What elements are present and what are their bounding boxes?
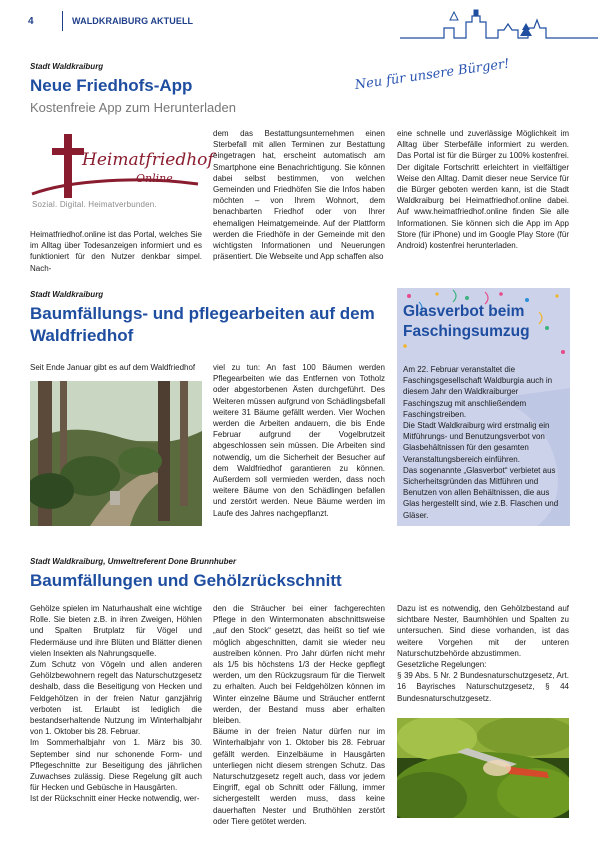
article-subtitle: Kostenfreie App zum Herunterladen	[30, 100, 236, 115]
article-column	[397, 128, 569, 251]
paragraph: Dazu ist es notwendig, den Gehölzbestand auf sichtbare Nester, Baumhöhlen und Spalten zu untersuchen. Sind diese vorhanden, ist das weitere Vorgehen mit der unteren Naturschutzbehörde abzustimmen.	[397, 604, 569, 658]
page-number: 4	[28, 16, 34, 27]
section-name: WALDKRAIBURG AKTUELL	[72, 16, 194, 26]
paragraph: eine schnelle und zuverlässige Möglichkeit im Alltag über Sterbefälle informiert zu werden. Das Portal ist für die Bürger zu 100% kostenfrei. Der digitale Fortschritt erleichtert in vielfältiger Weise den Alltag. Damit dieser neue Service für die Bürger geboten werden kann, ist die Stadt Waldkraiburg bei Heimatfriedhof.online dabei. Auf www.heimatfriedhof.online finden Sie alle Informationen. Sie können sich die App im App Store (für iPhone) und im Google Play Store (für Android) kostenfrei herunterladen.	[397, 129, 569, 251]
paragraph: Gesetzliche Regelungen:	[397, 660, 487, 670]
paragraph: Ist der Rückschnitt einer Hecke notwendig, wer-	[30, 794, 200, 804]
article-title: Baumfällungen und Gehölzrückschnitt	[30, 571, 342, 590]
paragraph: dem das Bestattungsunternehmen einen Sterbefall mit allen Terminen zur Bestattung eingetragen hat, erscheint automatisch am Smartphone eine Benachrichtigung. Sie können dabei selbst bestimmen, von welchen Gemeinden und Friedhöfen Sie die Infos haben möchten – von Ihrem Wohnort, dem benachbarten Friedhof oder von Ihrer ehemaligen Heimatgemeinde. Auf der Plattform werden die Friedhöfe in der Gemeinde mit den wichtigsten Informationen und Neuerungen präsentiert. Die Webseite und App schaffen also	[213, 129, 385, 262]
paragraph: Seit Ende Januar gibt es auf dem Waldfriedhof	[30, 363, 196, 372]
paragraph: § 39 Abs. 5 Nr. 2 Bundesnaturschutzgesetz, Art. 16 Bayrisches Naturschutzgesetz, § 44 Bundesnaturschutzgesetz.	[397, 671, 569, 703]
hedge-photo	[397, 718, 569, 818]
paragraph: Am 22. Februar veranstaltet die Faschingsgesellschaft Waldburgia auch in diesem Jahr den Waldkraiburger Faschingszug mit anschließendem Faschingstreiben.	[403, 365, 553, 419]
article-column	[213, 362, 385, 519]
sidebar-title: Glasverbot beim Faschingsumzug	[403, 303, 530, 341]
paragraph: viel zu tun: An fast 100 Bäumen werden Pflegearbeiten wie das Entfernen von Totholz oder abgestorbenen Ästen durchgeführt. Des Weiteren müssen aufgrund von Schädlingsbefall weitere 31 Bäume gefällt werden. Vier Wochen werden die Arbeiten andauern, die bis Ende Februar aufgrund der Vogelbrutzeit abgeschlossen sein müssen. Die Arbeiten sind notwendig, um die Sicherheit der Besucher auf dem Waldfriedhof garantieren zu können. Außerdem soll vermieden werden, dass noch weitere Bäume von den Schädlingen befallen und zerstört werden. Neue Bäume werden im Laufe des Jahres nachgepflanzt.	[213, 363, 385, 518]
paragraph: Die Stadt Waldkraiburg wird erstmalig ein Mitführungs- und Benutzungsverbot von Glasbehältnissen für den gesamten Veranstaltungsbereich einführen.	[403, 421, 550, 464]
article-column	[397, 603, 569, 704]
article-kicker: Stadt Waldkraiburg, Umweltreferent Done Brunnhuber	[30, 557, 237, 566]
heimatfriedhof-logo	[30, 130, 214, 218]
logo-title: Heimatfriedhof	[82, 150, 214, 170]
page-header	[0, 0, 598, 40]
paragraph: Heimatfriedhof.online ist das Portal, welches Sie im Alltag über Todesanzeigen informiert und es funktioniert für den Nutzer denkbar simpel. Nach-	[30, 230, 202, 273]
article-column	[213, 128, 385, 262]
slogan: Neu für unsere Bürger!	[353, 56, 511, 93]
article-title: Baumfällungs- und pflegearbeiten auf dem Waldfriedhof	[30, 304, 375, 346]
logo-tagline: Sozial. Digital. Heimatverbunden.	[32, 200, 157, 209]
article-column	[213, 603, 385, 827]
article-title: Neue Friedhofs-App	[30, 76, 193, 95]
article-column	[30, 603, 202, 805]
header-divider	[62, 11, 63, 31]
paragraph: Im Sommerhalbjahr von 1. März bis 30. September sind nur schonende Form- und Pflegeschnitte zur Beseitigung des jährlichen Zuwachses zulässig. Diese Regelung gilt auch für Hecken und Gebüsche in Hausgärten.	[30, 738, 202, 793]
paragraph: Bäume in der freien Natur dürfen nur im Winterhalbjahr von 1. Oktober bis 28. Februar gefällt werden. Einzelbäume in Hausgärten unterliegen nicht diesem strengen Schutz. Das Naturschutzgesetz regelt auch, dass vor jedem Eingriff, egal ob Schnitt oder Fällung, immer sichergestellt werden muss, dass keine dauerhaften Nester und Bruthöhlen zerstört oder Tiere getötet werden.	[213, 727, 385, 826]
paragraph: Gehölze spielen im Naturhaushalt eine wichtige Rolle. Sie bieten z.B. in ihren Zweigen, Höhlen und Spalten Brutplatz für Vögel und Fledermäuse und ihre Blüten und Blätter dienen vielen Insekten als Nahrungsquelle.	[30, 604, 202, 658]
swoosh-icon	[30, 174, 202, 200]
logo-subtitle: Online	[136, 172, 173, 185]
paragraph: den die Sträucher bei einer fachgerechten Pflege in den Wintermonaten abschnittsweise „auf den Stock“ gesetzt, das heißt so tief wie möglich abgeschnitten, damit sie wieder neu austreiben können. Pro Jahr dürfen nicht mehr als 1/5 bis höchstens 1/3 der Hecke gepflegt werden, um den Rückzugsraum für die Tierwelt zu erhalten. Auch bei Feldgehölzen können im Winter einzelne Bäume und Sträucher entfernt werden, der Bestand muss aber erhalten bleiben.	[213, 604, 385, 726]
article-kicker: Stadt Waldkraiburg	[30, 62, 104, 71]
article-kicker: Stadt Waldkraiburg	[30, 290, 104, 299]
glasverbot-box	[397, 288, 570, 526]
paragraph: Zum Schutz von Vögeln und allen anderen Gehölzbewohnern regelt das Naturschutzgesetz deshalb, dass die Beseitigung von Hecken und Feldgehölzen in der freien Natur ganzjährig verboten ist. Erlaubt ist lediglich die bestandserhaltende Nutzung im Winterhalbjahr von 1. Oktober bis 28. Februar.	[30, 660, 202, 737]
article-column	[30, 362, 202, 373]
sidebar-text	[403, 364, 565, 521]
paragraph: Das sogenannte „Glasverbot“ verbietet aus Sicherheitsgründen das Mitführen und Benutzen von allen Behältnissen, die aus Glas hergestellt sind, wie z.B. Flaschen und Gläser.	[403, 465, 559, 520]
article-column	[30, 229, 202, 274]
cemetery-photo	[30, 381, 202, 526]
town-skyline-icon	[400, 6, 598, 42]
